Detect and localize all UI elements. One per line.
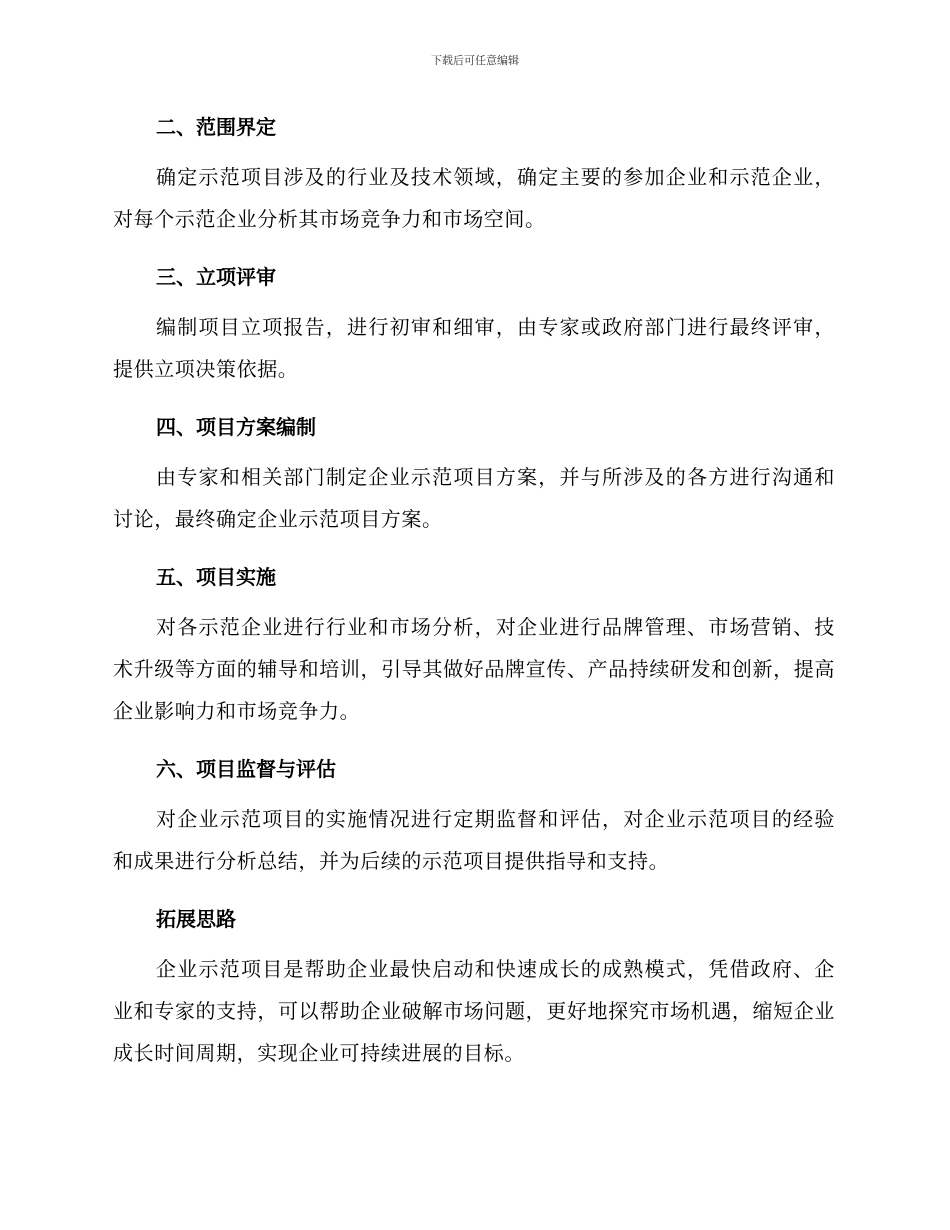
section-plan-drafting — [113, 408, 835, 540]
section-paragraph: 由专家和相关部门制定企业示范项目方案，并与所涉及的各方进行沟通和讨论，最终确定企业示范项目方案。 — [113, 465, 835, 531]
section-paragraph: 对企业示范项目的实施情况进行定期监督和评估，对企业示范项目的经验和成果进行分析总结，并为后续的示范项目提供指导和支持。 — [113, 807, 835, 873]
section-scope — [113, 108, 835, 240]
section-heading: 六、项目监督与评估 — [156, 757, 336, 781]
section-approval-review — [113, 258, 835, 390]
section-heading: 五、项目实施 — [156, 565, 276, 589]
section-paragraph: 确定示范项目涉及的行业及技术领域，确定主要的参加企业和示范企业，对每个示范企业分析其市场竞争力和市场空间。 — [113, 165, 835, 231]
document-body — [113, 108, 835, 1092]
section-heading: 二、范围界定 — [156, 115, 276, 139]
section-heading: 三、立项评审 — [156, 265, 276, 289]
section-implementation — [113, 558, 835, 732]
section-heading: 拓展思路 — [156, 907, 236, 931]
section-paragraph: 企业示范项目是帮助企业最快启动和快速成长的成熟模式，凭借政府、企业和专家的支持，可以帮助企业破解市场问题，更好地探究市场机遇，缩短企业成长时间周期，实现企业可持续进展的目标。 — [113, 957, 835, 1065]
section-heading: 四、项目方案编制 — [156, 415, 316, 439]
page-header-note: 下载后可任意编辑 — [431, 54, 519, 67]
section-paragraph: 编制项目立项报告，进行初审和细审，由专家或政府部门进行最终评审，提供立项决策依据。 — [113, 315, 835, 381]
section-extension-ideas — [113, 900, 835, 1074]
section-paragraph: 对各示范企业进行行业和市场分析，对企业进行品牌管理、市场营销、技术升级等方面的辅导和培训，引导其做好品牌宣传、产品持续研发和创新，提高企业影响力和市场竞争力。 — [113, 615, 835, 723]
section-supervision-evaluation — [113, 750, 835, 882]
